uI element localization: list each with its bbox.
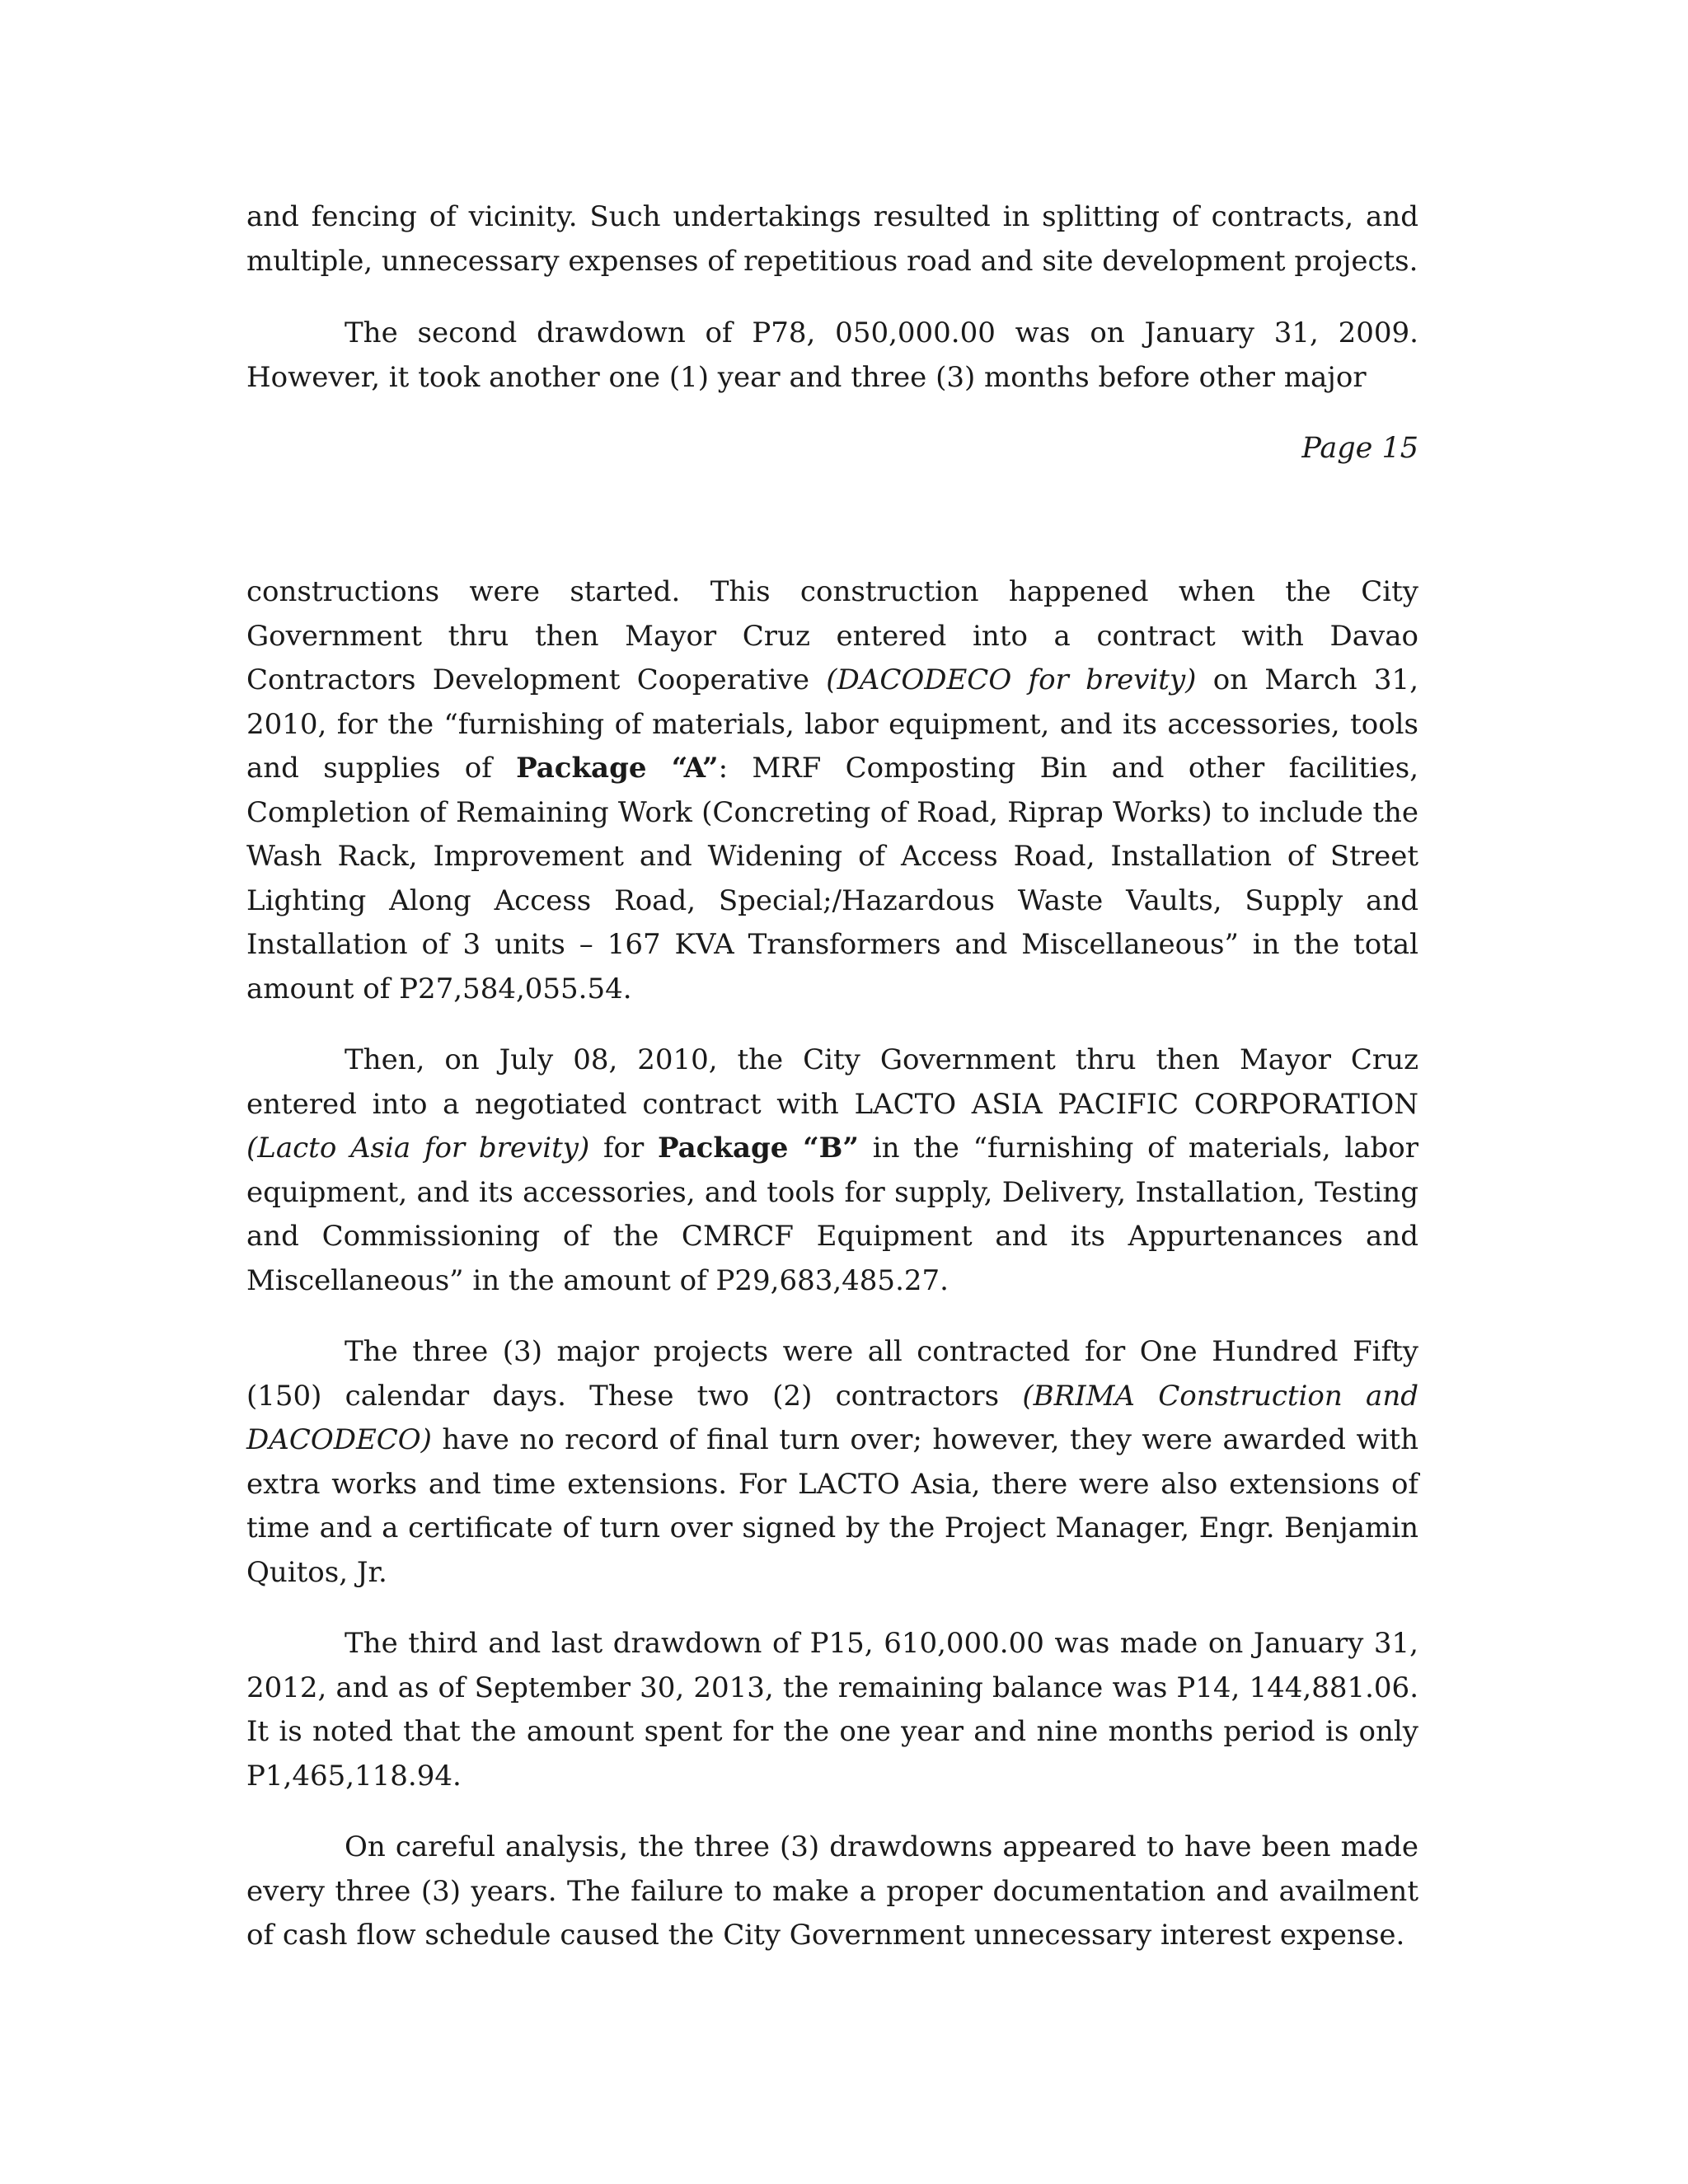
body-section <box>246 570 1418 1958</box>
text-span: Then, on July 08, 2010, the City Government thru then Mayor Cruz entered into a negotiated contract with LACTO ASIA PACIFIC CORPORATION <box>246 1043 1418 1121</box>
text-span: The three (3) major projects were all contracted for One Hundred Fifty (150) calendar days. These two (2) contractors <box>246 1335 1418 1413</box>
paragraph-fencing: and fencing of vicinity. Such undertakings resulted in splitting of contracts, and multiple, unnecessary expenses of repetitious road and site development projects. <box>246 200 1418 278</box>
bold-span: Package “B” <box>658 1132 859 1165</box>
paragraph-second-drawdown: The second drawdown of P78, 050,000.00 was on January 31, 2009. However, it took another one (1) year and three (3) months before other major <box>246 316 1418 394</box>
paragraph-third-drawdown: The third and last drawdown of P15, 610,000.00 was made on January 31, 2012, and as of September 30, 2013, the remaining balance was P14, 144,881.06. It is noted that the amount spent for the one year and nine months period is only P1,465,118.94. <box>246 1627 1418 1793</box>
paragraph-lacto-contract <box>246 1038 1418 1303</box>
text-span: constructions were started. This construction happened when the City Government thru then Mayor Cruz entered into a contract with Davao Contractors Development Cooperative <box>246 575 1418 696</box>
text-span: : MRF Composting Bin and other facilities, Completion of Remaining Work (Concreting of Road, Riprap Works) to include the Wash Rack, Improvement and Widening of Access Road, Installation of Street Lighting Along Access Road, Special;/Hazardous Waste Vaults, Supply and Installation of 3 units – 167 KVA Transformers and Miscellaneous” in the total amount of P27,584,055.54. <box>246 752 1419 1005</box>
top-section <box>246 195 1418 400</box>
text-span: in the “furnishing of materials, labor equipment, and its accessories, and tools for supply, Delivery, Installation, Testing and Commissioning of the CMRCF Equipment and its Appurtenances and Miscellaneous” in the amount of P29,683,485.27. <box>246 1132 1419 1297</box>
italic-span: (DACODECO for brevity) <box>826 663 1197 696</box>
paragraph-major-projects <box>246 1330 1418 1595</box>
bold-span: Package “A” <box>516 752 719 785</box>
text-span: have no record of final turn over; however, they were awarded with extra works and time extensions. For LACTO Asia, there were also extensions of time and a certificate of turn over signed by the Project Manager, Engr. Benjamin Quitos, Jr. <box>246 1423 1418 1589</box>
page-number: Page 15 <box>1301 432 1418 465</box>
italic-span: (Lacto Asia for brevity) <box>246 1132 590 1165</box>
paragraph-dacodeco-contract <box>246 570 1418 1011</box>
paragraph-careful-analysis: On careful analysis, the three (3) drawdowns appeared to have been made every three (3) years. The failure to make a proper documentation and availment of cash flow schedule caused the City Government unnecessary interest expense. <box>246 1830 1418 1952</box>
text-span: on March 31, 2010, for the “furnishing of materials, labor equipment, and its accessories, tools and supplies of <box>246 663 1418 785</box>
italic-span: (BRIMA Construction and DACODECO) <box>246 1379 1418 1456</box>
text-span: for <box>589 1132 658 1165</box>
